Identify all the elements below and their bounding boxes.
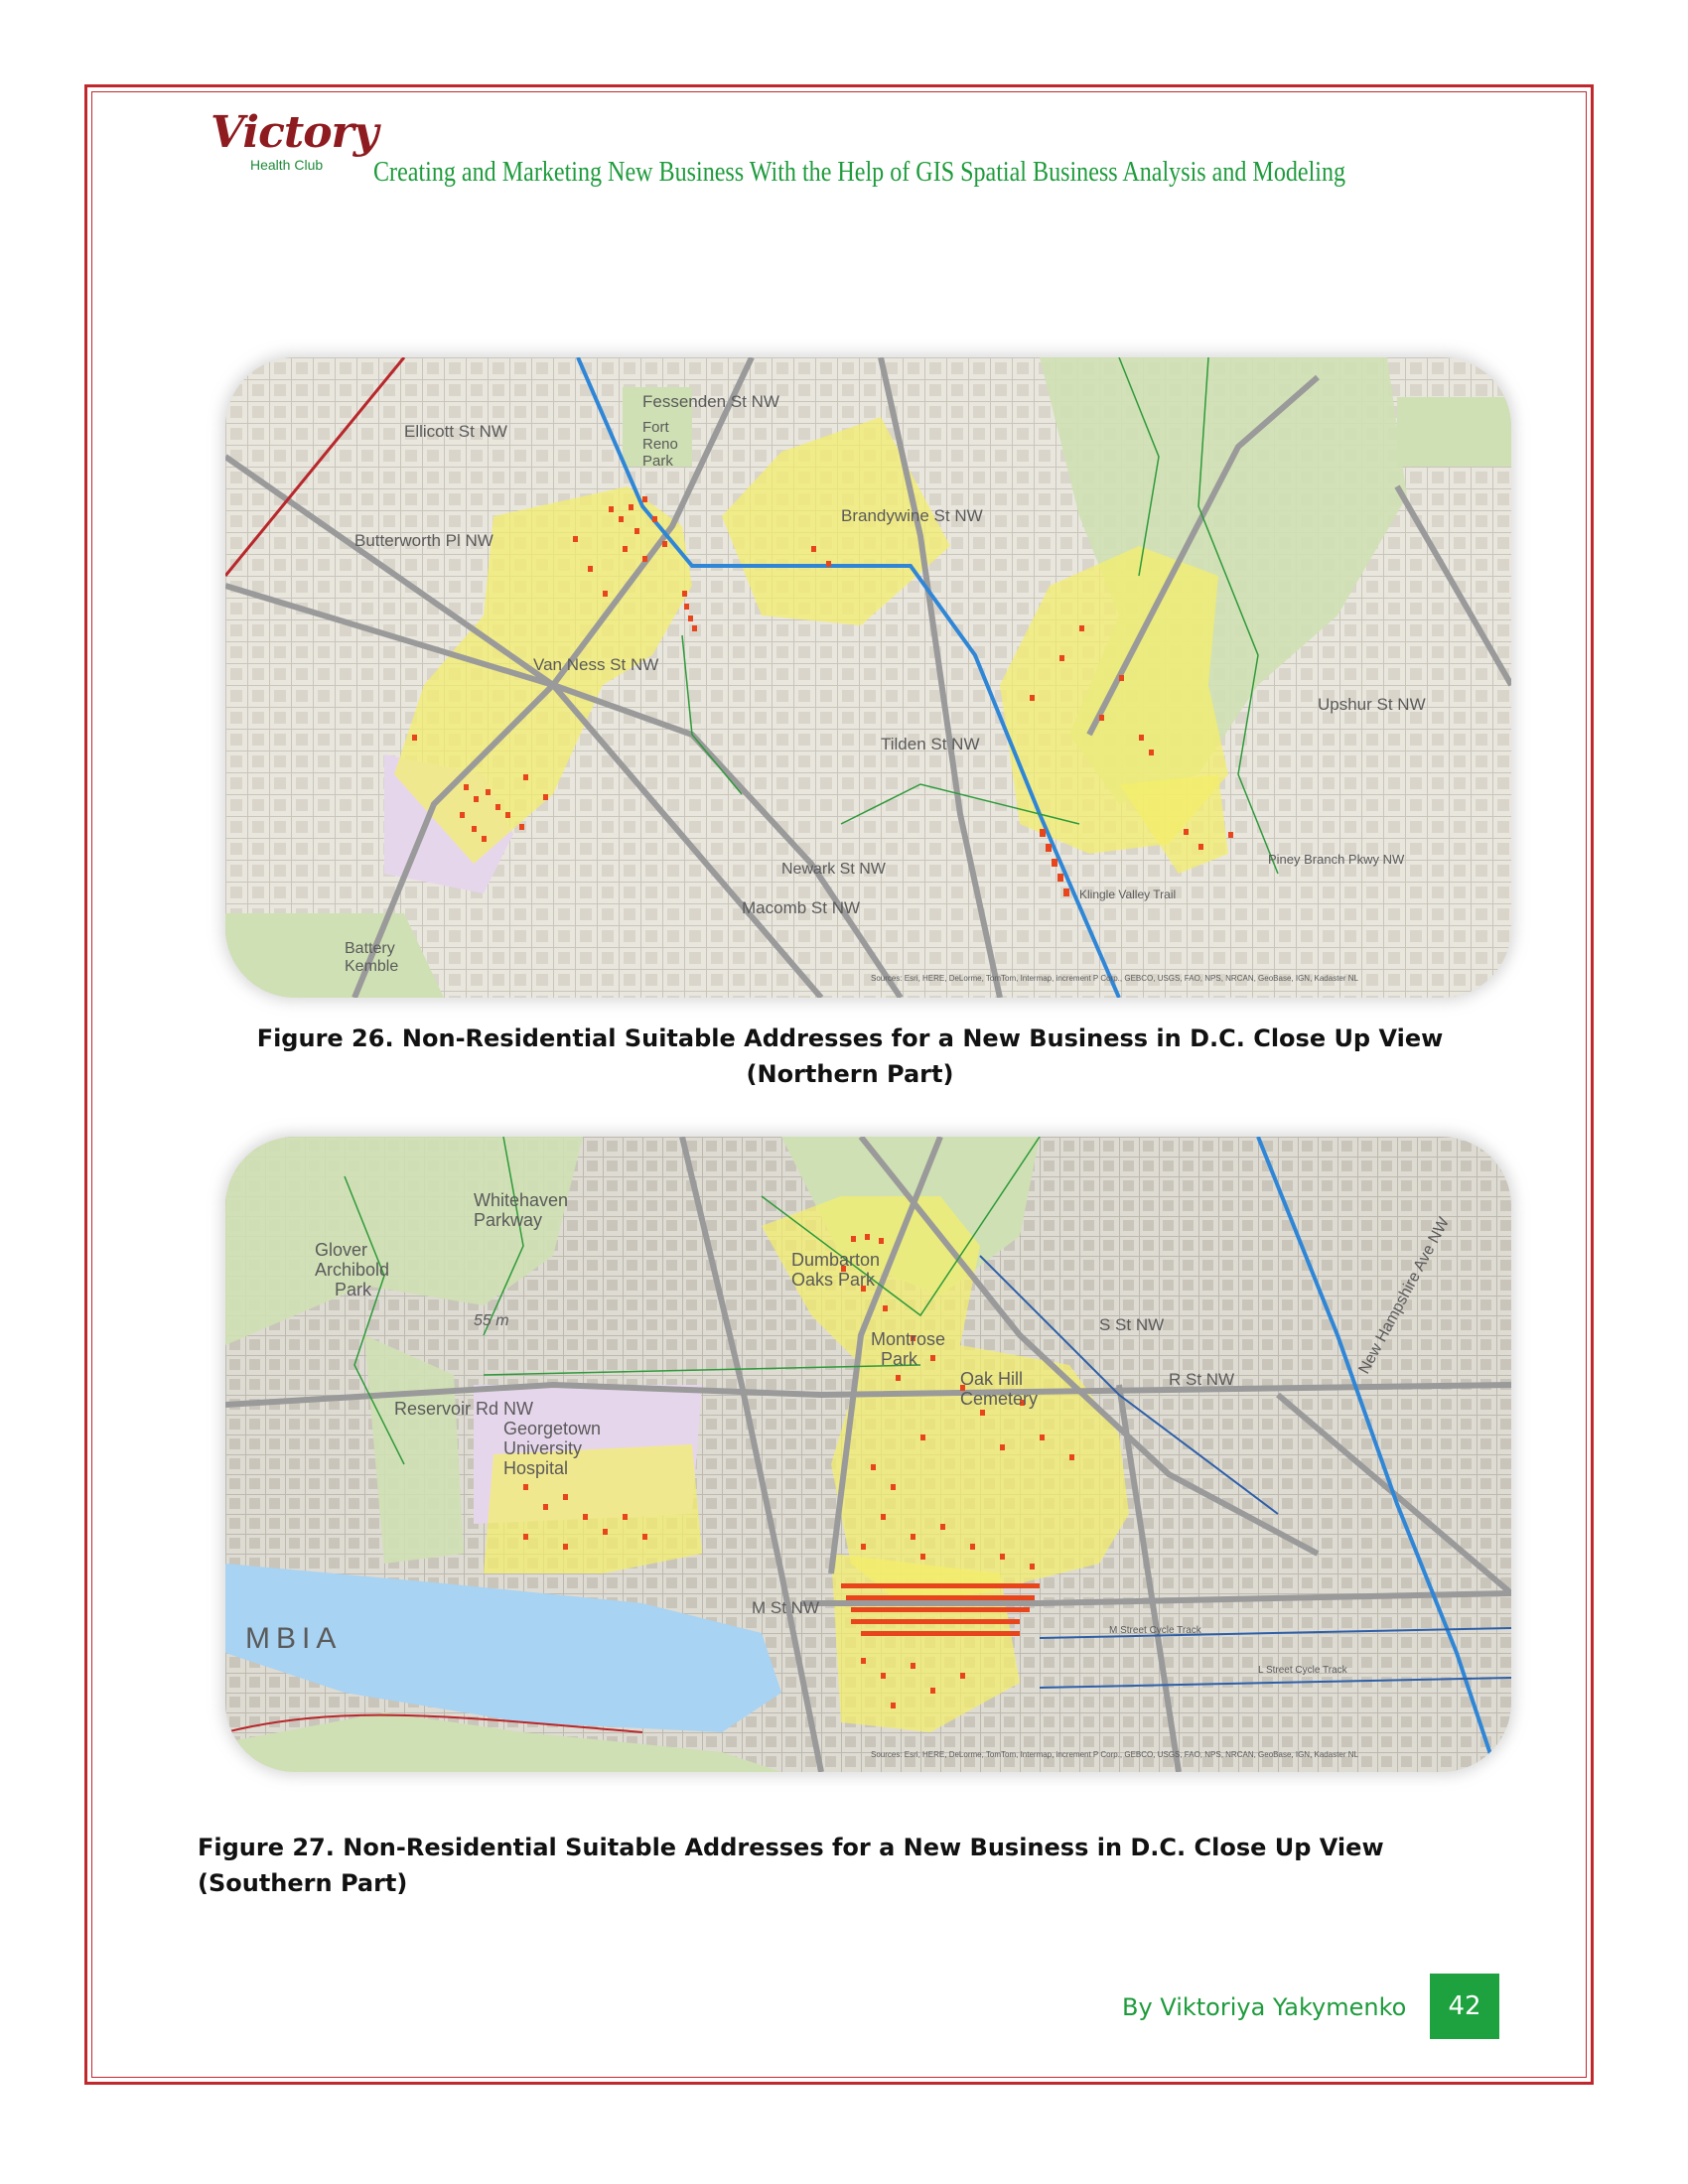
label-reno: Reno: [642, 436, 678, 453]
label-upshur: Upshur St NW: [1318, 695, 1426, 714]
label-oak-hill: Oak Hill: [960, 1369, 1024, 1389]
map-figure-northern: [225, 357, 1511, 998]
label-l-cycle: L Street Cycle Track: [1258, 1665, 1347, 1676]
label-whitehaven: Whitehaven: [474, 1190, 569, 1210]
label-brandywine: Brandywine St NW: [841, 506, 983, 525]
label-oaks-park: Oaks Park: [791, 1270, 876, 1290]
map-northern-svg: [225, 357, 1511, 998]
label-park: Park: [642, 453, 673, 470]
label-archibold: Archibold: [315, 1260, 390, 1280]
label-dumbarton: Dumbarton: [791, 1250, 881, 1270]
label-park: Park: [335, 1280, 372, 1299]
label-klingle: Klingle Valley Trail: [1079, 887, 1177, 901]
label-montrose-park: Park: [881, 1349, 918, 1369]
victory-logo: [211, 107, 378, 183]
header-title: Creating and Marketing New Business With the Help of GIS Spatial Business Analysis and Modeling: [373, 157, 1346, 188]
label-university: University: [503, 1438, 583, 1458]
map-southern-svg: [225, 1137, 1511, 1772]
label-butterworth: Butterworth Pl NW: [354, 531, 493, 550]
label-battery: Battery: [345, 940, 395, 957]
map-sources-south: Sources: Esri, HERE, DeLorme, TomTom, Intermap, increment P Corp., GEBCO, USGS, FAO, NPS, NRCAN, GeoBase, IGN, Kadaster NL: [871, 1750, 1358, 1759]
label-s-st: S St NW: [1099, 1315, 1165, 1334]
figure-27-caption: Figure 27. Non-Residential Suitable Addresses for a New Business in D.C. Close Up View (Southern Part): [198, 1834, 1384, 1897]
author-line: By Viktoriya Yakymenko: [1122, 1993, 1407, 2021]
label-montrose: Montrose: [871, 1329, 946, 1349]
page-number-badge: 42: [1430, 1974, 1499, 2039]
label-macomb: Macomb St NW: [742, 898, 861, 917]
label-columbia: MBIA: [245, 1622, 343, 1655]
label-m-cycle: M Street Cycle Track: [1109, 1625, 1201, 1636]
label-georgetown: Georgetown: [503, 1419, 602, 1438]
label-ellicott: Ellicott St NW: [404, 422, 507, 441]
label-fort: Fort: [642, 419, 669, 436]
label-van-ness: Van Ness St NW: [533, 655, 659, 674]
label-r-st: R St NW: [1169, 1370, 1235, 1389]
label-piney: Piney Branch Pkwy NW: [1268, 852, 1405, 867]
label-kemble: Kemble: [345, 958, 399, 975]
label-glover: Glover: [315, 1240, 368, 1260]
label-fessenden: Fessenden St NW: [642, 392, 779, 411]
label-hospital: Hospital: [503, 1458, 569, 1478]
label-newark: Newark St NW: [781, 861, 886, 878]
park-east: [1397, 397, 1511, 467]
map-sources-north: Sources: Esri, HERE, DeLorme, TomTom, Intermap, increment P Corp., GEBCO, USGS, FAO, NPS, NRCAN, GeoBase, IGN, Kadaster NL: [871, 974, 1358, 983]
label-parkway: Parkway: [474, 1210, 543, 1230]
label-m-st: M St NW: [752, 1598, 819, 1617]
label-reservoir: Reservoir Rd NW: [394, 1399, 534, 1419]
label-tilden: Tilden St NW: [881, 735, 980, 753]
label-elevation: 55 m: [474, 1312, 509, 1329]
logo-subtitle: Health Club: [250, 157, 324, 173]
label-cemetery: Cemetery: [960, 1389, 1039, 1409]
figure-26-caption: Figure 26. Non-Residential Suitable Addresses for a New Business in D.C. Close Up View (Northern Part): [256, 1024, 1444, 1088]
label-new-hampshire: New Hampshire Ave NW: [1355, 1214, 1454, 1377]
map-figure-southern: [225, 1137, 1511, 1772]
logo-script: Victory: [211, 107, 378, 158]
